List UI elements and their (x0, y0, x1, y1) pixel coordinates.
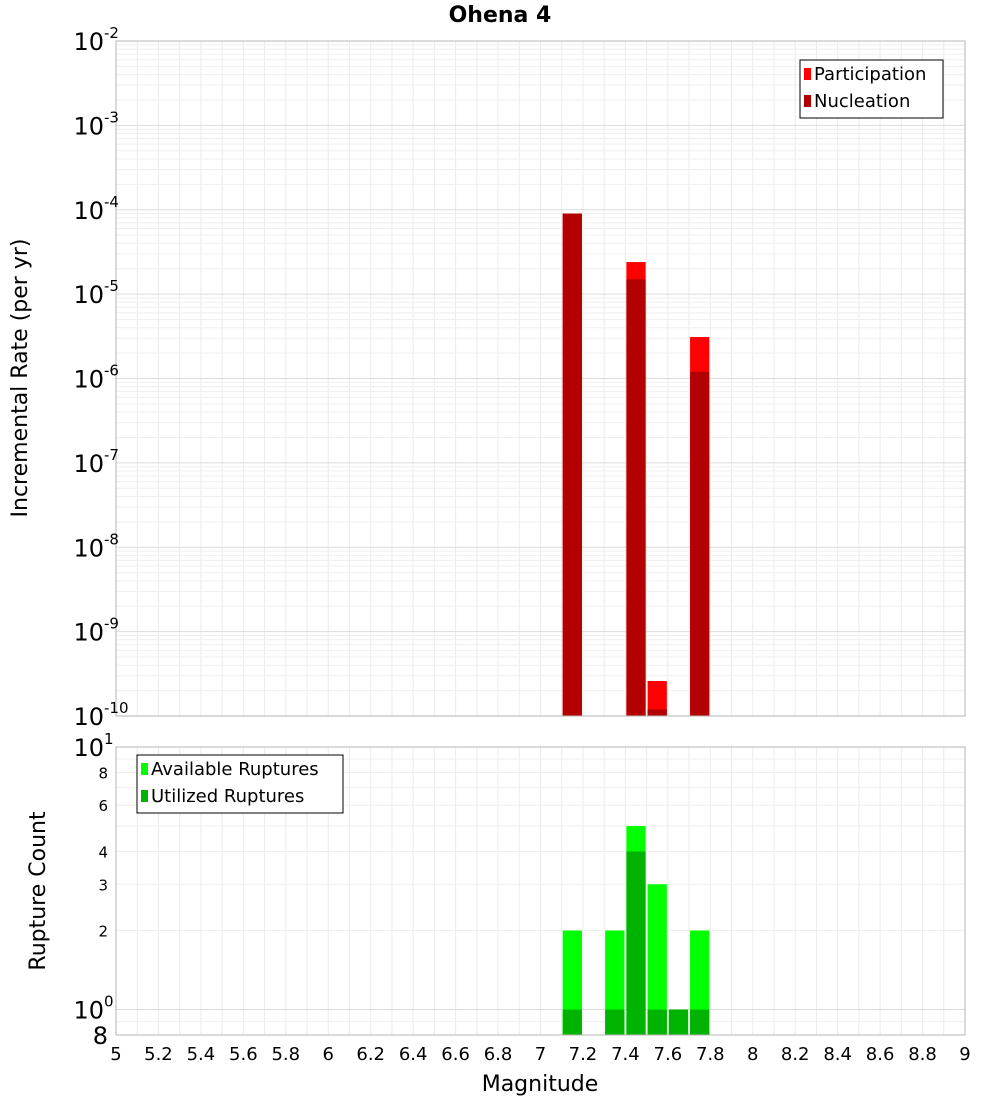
bar-nucleation (563, 214, 582, 716)
legend-swatch (804, 95, 811, 107)
y-tick-label: 10 (73, 703, 104, 731)
x-tick-label: 5 (110, 1044, 122, 1065)
y-minor-tick-label: 3 (98, 876, 108, 895)
y-tick-label: 10 (73, 449, 104, 478)
x-axis-ticks (110, 1044, 970, 1065)
legend-swatch (141, 790, 148, 802)
y-tick-exponent: 0 (104, 992, 114, 1011)
y-tick-exponent: -5 (104, 277, 119, 296)
x-tick-label: 6.8 (483, 1044, 513, 1065)
y-tick-exponent: -7 (104, 445, 119, 464)
y-tick-exponent: -4 (104, 192, 119, 211)
y-tick-exponent: -3 (104, 108, 119, 127)
x-tick-label: 5.8 (271, 1044, 301, 1065)
count-panel (73, 730, 965, 1050)
x-tick-label: 7.2 (568, 1044, 598, 1065)
bottom-y-axis-label: Rupture Count (26, 811, 51, 971)
x-tick-label: 7 (534, 1044, 547, 1065)
y-minor-tick-label: 6 (98, 797, 108, 816)
bar-utilized-ruptures (648, 1010, 667, 1035)
x-tick-label: 5.4 (186, 1044, 216, 1065)
bar-utilized-ruptures (626, 851, 645, 1035)
legend-entry: Participation (814, 64, 927, 85)
x-axis-label: Magnitude (481, 1072, 599, 1097)
x-tick-label: 6.6 (441, 1044, 470, 1065)
y-tick-label: 10 (73, 28, 104, 56)
y-tick-label: 10 (73, 734, 104, 762)
x-tick-label: 7.6 (653, 1044, 683, 1065)
x-tick-label: 8.4 (823, 1044, 852, 1065)
y-tick-label: 10 (73, 281, 104, 310)
bar-utilized-ruptures (563, 1010, 582, 1035)
y-tick-exponent: -2 (104, 24, 119, 42)
x-tick-label: 6.4 (398, 1044, 428, 1065)
x-tick-label: 5.6 (229, 1044, 258, 1065)
chart-title: Ohena 4 (448, 3, 552, 28)
x-tick-label: 8.8 (908, 1044, 937, 1065)
legend-entry: Nucleation (814, 91, 911, 112)
bar-nucleation (690, 372, 709, 716)
x-tick-label: 5.2 (144, 1044, 173, 1065)
y-tick-exponent: -9 (104, 614, 119, 633)
y-tick-label: 10 (73, 365, 104, 394)
legend (800, 60, 943, 118)
legend-swatch (141, 763, 148, 775)
y-tick-label: 10 (73, 196, 104, 225)
y-tick-exponent: -6 (104, 361, 119, 380)
x-tick-label: 6.2 (356, 1044, 386, 1065)
y-minor-tick-label: 4 (98, 843, 108, 862)
y-tick-label: 10 (73, 112, 104, 141)
rate-panel (73, 24, 965, 731)
y-tick-exponent: -10 (104, 699, 129, 717)
x-tick-label: 8.2 (780, 1044, 810, 1065)
y-tick-label: 10 (73, 618, 104, 647)
bar-utilized-ruptures (669, 1010, 688, 1035)
legend-entry: Utilized Ruptures (151, 786, 305, 807)
legend-entry: Available Ruptures (151, 759, 319, 780)
bar-nucleation (626, 279, 645, 716)
x-tick-label: 7.8 (695, 1044, 725, 1065)
x-tick-label: 7.4 (611, 1044, 640, 1065)
y-tick-label: 10 (73, 534, 104, 563)
y-minor-tick-label: 2 (98, 922, 108, 941)
y-minor-tick-label: 8 (92, 1022, 108, 1050)
y-minor-tick-label: 8 (98, 764, 108, 783)
bar-utilized-ruptures (605, 1010, 624, 1035)
bar-utilized-ruptures (690, 1010, 709, 1035)
legend (137, 755, 343, 813)
x-tick-label: 8.6 (865, 1044, 895, 1065)
legend-swatch (804, 68, 811, 80)
x-tick-label: 8 (747, 1044, 759, 1065)
y-tick-exponent: -8 (104, 530, 119, 549)
top-y-axis-label: Incremental Rate (per yr) (8, 238, 33, 518)
y-tick-exponent: 1 (104, 730, 114, 748)
x-tick-label: 6 (322, 1044, 334, 1065)
y-tick-label: 10 (73, 996, 104, 1025)
x-tick-label: 9 (959, 1044, 971, 1065)
bar-nucleation (648, 709, 667, 716)
